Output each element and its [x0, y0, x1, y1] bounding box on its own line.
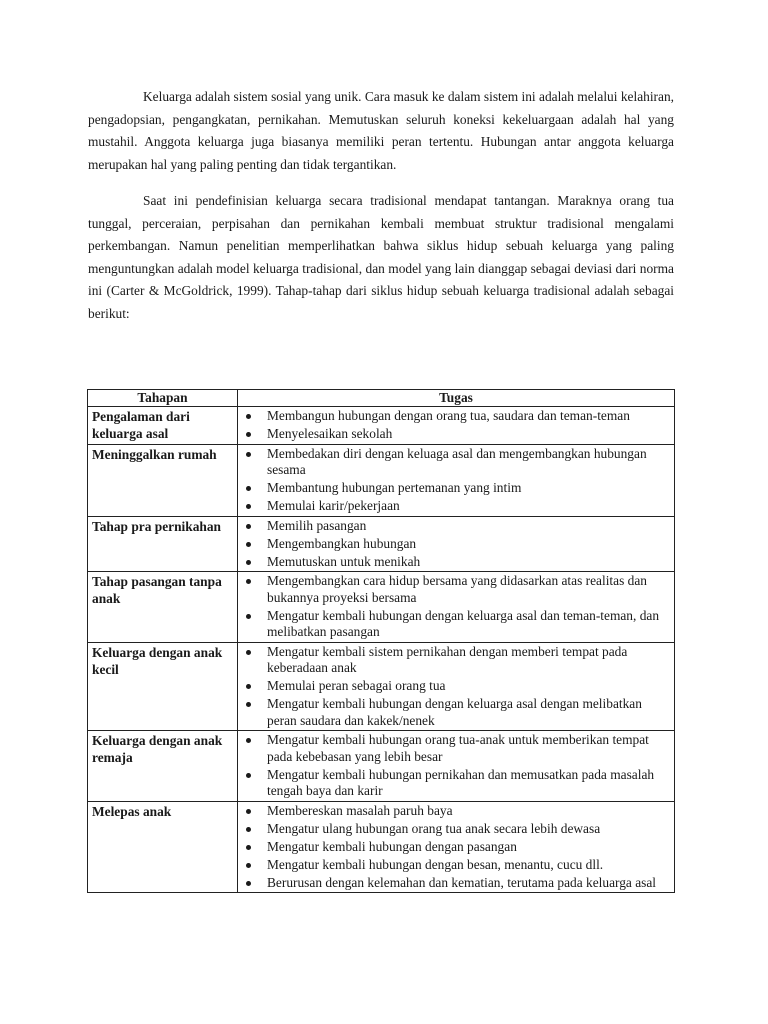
task-text: Mengatur kembali hubungan pernikahan dan memusatkan pada masalah tengah baya dan karir [267, 766, 655, 798]
stage-tasks [238, 801, 675, 893]
task-text: Membantung hubungan pertemanan yang intim [267, 480, 522, 495]
list-item [238, 644, 668, 677]
task-list [238, 518, 668, 571]
list-item [238, 732, 668, 765]
paragraph-traditional-family: Saat ini pendefinisian keluarga secara tradisional mendapat tantangan. Maraknya orang tua tunggal, perceraian, perpisahan dan pernikahan kembali membuat struktur tradisional mengalami perkembangan. Namun penelitian memperlihatkan bahwa siklus hidup sebuah keluarga yang paling menguntungkan adalah model keluarga tradisional, dan model yang lain dianggap sebagai deviasi dari norma ini (Carter & McGoldrick, 1999). Tahap-tahap dari siklus hidup sebuah keluarga tradisional adalah sebagai berikut: [88, 193, 674, 321]
list-item [238, 857, 668, 874]
task-list [238, 573, 668, 641]
document-body [88, 86, 674, 325]
bullet-icon [246, 414, 251, 419]
bullet-icon [246, 432, 251, 437]
list-item [238, 446, 668, 479]
bullet-icon [246, 738, 251, 743]
task-text: Mengatur kembali hubungan dengan pasangan [267, 838, 517, 854]
task-text: Membangun hubungan dengan orang tua, saudara dan teman-teman [267, 408, 630, 423]
table-header-row [88, 390, 675, 407]
bullet-icon [246, 827, 251, 832]
stage-name: Keluarga dengan anak remaja [88, 731, 238, 802]
task-text: Mengembangkan hubungan [267, 535, 417, 551]
stage-name: Tahap pra pernikahan [88, 516, 238, 572]
list-item [238, 518, 668, 535]
bullet-icon [246, 504, 251, 509]
task-list [238, 644, 668, 730]
list-item [238, 498, 668, 515]
stage-name: Melepas anak [88, 801, 238, 893]
list-item [238, 573, 668, 606]
task-text: Mengatur kembali hubungan dengan besan, menantu, cucu dll. [267, 856, 604, 872]
list-item [238, 821, 668, 838]
task-text: Memulai karir/pekerjaan [267, 498, 400, 513]
list-item [238, 839, 668, 856]
task-text: Mengatur kembali hubungan dengan keluarga asal dan teman-teman, dan melibatkan pasangan [267, 607, 660, 639]
list-item [238, 608, 668, 641]
list-item [238, 875, 668, 892]
stage-name: Pengalaman dari keluarga asal [88, 407, 238, 445]
bullet-icon [246, 809, 251, 814]
list-item [238, 408, 668, 425]
family-life-cycle-table [87, 389, 675, 893]
list-item [238, 554, 668, 571]
list-item [238, 536, 668, 553]
header-tahapan: Tahapan [88, 390, 238, 407]
task-text: Berurusan dengan kelemahan dan kematian, terutama pada keluarga asal [267, 874, 657, 890]
stage-tasks [238, 516, 675, 572]
stage-name: Tahap pasangan tanpa anak [88, 572, 238, 643]
task-list [238, 803, 668, 892]
task-text: Memulai peran sebagai orang tua [267, 678, 446, 693]
task-list [238, 408, 668, 443]
list-item [238, 696, 668, 729]
bullet-icon [246, 452, 251, 457]
stage-tasks [238, 642, 675, 731]
stage-name: Meninggalkan rumah [88, 444, 238, 516]
stage-tasks [238, 731, 675, 802]
task-text: Mengatur ulang hubungan orang tua anak secara lebih dewasa [267, 820, 601, 836]
paragraph-family-definition: Keluarga adalah sistem sosial yang unik. Cara masuk ke dalam sistem ini adalah melalui kelahiran, pengadopsian, pengangkatan, pernikahan. Memutuskan seluruh koneksi kekeluargaan adalah hal yang mustahil. Anggota keluarga juga biasanya memiliki peran tertentu. Hubungan antar anggota keluarga merupakan hal yang paling penting dan tidak tergantikan. [88, 89, 674, 172]
list-item [238, 480, 668, 497]
task-text: Memutuskan untuk menikah [267, 553, 421, 569]
bullet-icon [246, 684, 251, 689]
list-item [238, 678, 668, 695]
stage-name: Keluarga dengan anak kecil [88, 642, 238, 731]
bullet-icon [246, 650, 251, 655]
table-row [88, 407, 675, 445]
bullet-icon [246, 881, 251, 886]
task-text: Mengembangkan cara hidup bersama yang didasarkan atas realitas dan bukannya proyeksi bersama [267, 573, 647, 605]
bullet-icon [246, 560, 251, 565]
task-text: Menyelesaikan sekolah [267, 426, 393, 441]
bullet-icon [246, 542, 251, 547]
table-row [88, 572, 675, 643]
table-row [88, 801, 675, 893]
header-tugas: Tugas [238, 390, 675, 407]
task-text: Mengatur kembali sistem pernikahan dengan memberi tempat pada keberadaan anak [267, 643, 628, 675]
task-list [238, 446, 668, 515]
stage-tasks [238, 444, 675, 516]
task-text: Membedakan diri dengan keluaga asal dan mengembangkan hubungan sesama [267, 445, 647, 477]
task-text: Membereskan masalah paruh baya [267, 802, 453, 818]
bullet-icon [246, 845, 251, 850]
bullet-icon [246, 486, 251, 491]
list-item [238, 767, 668, 800]
bullet-icon [246, 702, 251, 707]
table-body [88, 407, 675, 893]
bullet-icon [246, 524, 251, 529]
task-text: Memilih pasangan [267, 517, 367, 533]
bullet-icon [246, 579, 251, 584]
bullet-icon [246, 863, 251, 868]
bullet-icon [246, 773, 251, 778]
task-list [238, 732, 668, 800]
table-row [88, 516, 675, 572]
table-row [88, 731, 675, 802]
table-row [88, 642, 675, 731]
stage-tasks [238, 572, 675, 643]
bullet-icon [246, 614, 251, 619]
list-item [238, 803, 668, 820]
task-text: Mengatur kembali hubungan dengan keluarga asal dengan melibatkan peran saudara dan kakek/nenek [267, 696, 642, 728]
task-text: Mengatur kembali hubungan orang tua-anak untuk memberikan tempat pada kebebasan yang lebih besar [267, 732, 649, 764]
list-item [238, 426, 668, 443]
table-row [88, 444, 675, 516]
stage-tasks [238, 407, 675, 445]
